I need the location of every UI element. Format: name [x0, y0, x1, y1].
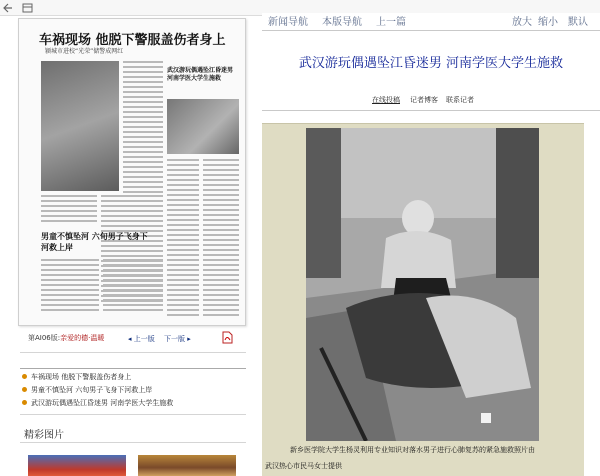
section-title: 精彩图片	[24, 430, 64, 441]
article-title: 武汉游玩偶遇坠江昏迷男 河南学医大学生施救	[298, 56, 564, 71]
zoom-default[interactable]: 默认	[568, 17, 588, 28]
paper-photo-accident	[41, 61, 119, 191]
pdf-icon[interactable]	[222, 331, 233, 344]
paper-bottom-title: 男童不慎坠河 六旬男子飞身下河救上岸	[41, 232, 148, 252]
edition-name[interactable]: 亲爱的德·温暖	[60, 334, 105, 342]
bullet-icon	[22, 387, 27, 392]
next-page-label: 下一版	[164, 335, 185, 343]
article-nav-strip	[262, 13, 600, 27]
paper-side-title: 武汉游玩偶遇坠江昏迷男 河南学医大学生施救	[167, 67, 234, 82]
contact-reporter-link[interactable]: 联系记者	[446, 96, 474, 104]
list-item[interactable]: 武汉游玩偶遇坠江昏迷男 河南学医大学生施救	[22, 398, 248, 411]
bullet-icon	[22, 374, 27, 379]
nav-prev-article[interactable]: 上一篇	[376, 17, 406, 28]
submit-online-link[interactable]: 在线投稿	[372, 96, 400, 104]
prev-page-label: 上一版	[133, 335, 155, 343]
paper-text-column	[103, 259, 163, 314]
edition-label	[28, 333, 104, 343]
paper-photo-rescue	[167, 99, 239, 154]
window-icon[interactable]	[22, 3, 33, 13]
article-photo-panel	[262, 123, 584, 476]
paper-text-column	[203, 159, 239, 319]
divider	[20, 352, 246, 353]
divider	[262, 30, 600, 31]
article-list	[22, 372, 248, 411]
divider	[20, 442, 246, 443]
back-icon[interactable]	[2, 3, 13, 13]
newspaper-page-image[interactable]	[18, 18, 246, 326]
zoom-in[interactable]: 放大	[512, 17, 532, 28]
page-navigation	[24, 333, 246, 347]
edition-prefix: 第AI06版:	[28, 334, 61, 342]
nav-page[interactable]: 本版导航	[322, 17, 362, 28]
featured-thumbnail[interactable]	[138, 455, 236, 476]
nav-news[interactable]: 新闻导航	[268, 17, 308, 28]
reporter-blog-link[interactable]: 记者博客	[410, 96, 438, 104]
list-item[interactable]: 车祸现场 他脱下警服盖伤者身上	[22, 372, 248, 385]
caption-line: 武汉热心市民马女士提供	[265, 462, 342, 470]
bullet-icon	[22, 400, 27, 405]
caption-line: 新乡医学院大学生杨灵利用专业知识对落水男子进行心肺复苏的紧急施救照片由	[290, 446, 535, 454]
featured-thumbnail[interactable]	[28, 455, 126, 476]
prev-page-button[interactable]	[128, 334, 155, 344]
paper-text-column	[41, 259, 99, 314]
paper-headline: 车祸现场 他脱下警服盖伤者身上	[39, 33, 226, 48]
paper-subhead: 颍城市进校“光荣”储警成网红	[45, 48, 124, 55]
zoom-out[interactable]: 缩小	[538, 17, 558, 28]
next-arrow-icon: ▸	[187, 335, 191, 343]
divider	[262, 110, 600, 111]
paper-text-column	[167, 159, 199, 319]
divider	[20, 368, 246, 369]
paper-text-column	[123, 61, 163, 196]
article-photo[interactable]	[306, 128, 539, 441]
list-item[interactable]: 男童不慎坠河 六旬男子飞身下河救上岸	[22, 385, 248, 398]
next-page-button[interactable]	[164, 334, 191, 344]
divider	[20, 414, 246, 415]
prev-arrow-icon: ◂	[128, 335, 132, 343]
paper-text-column	[41, 195, 97, 225]
